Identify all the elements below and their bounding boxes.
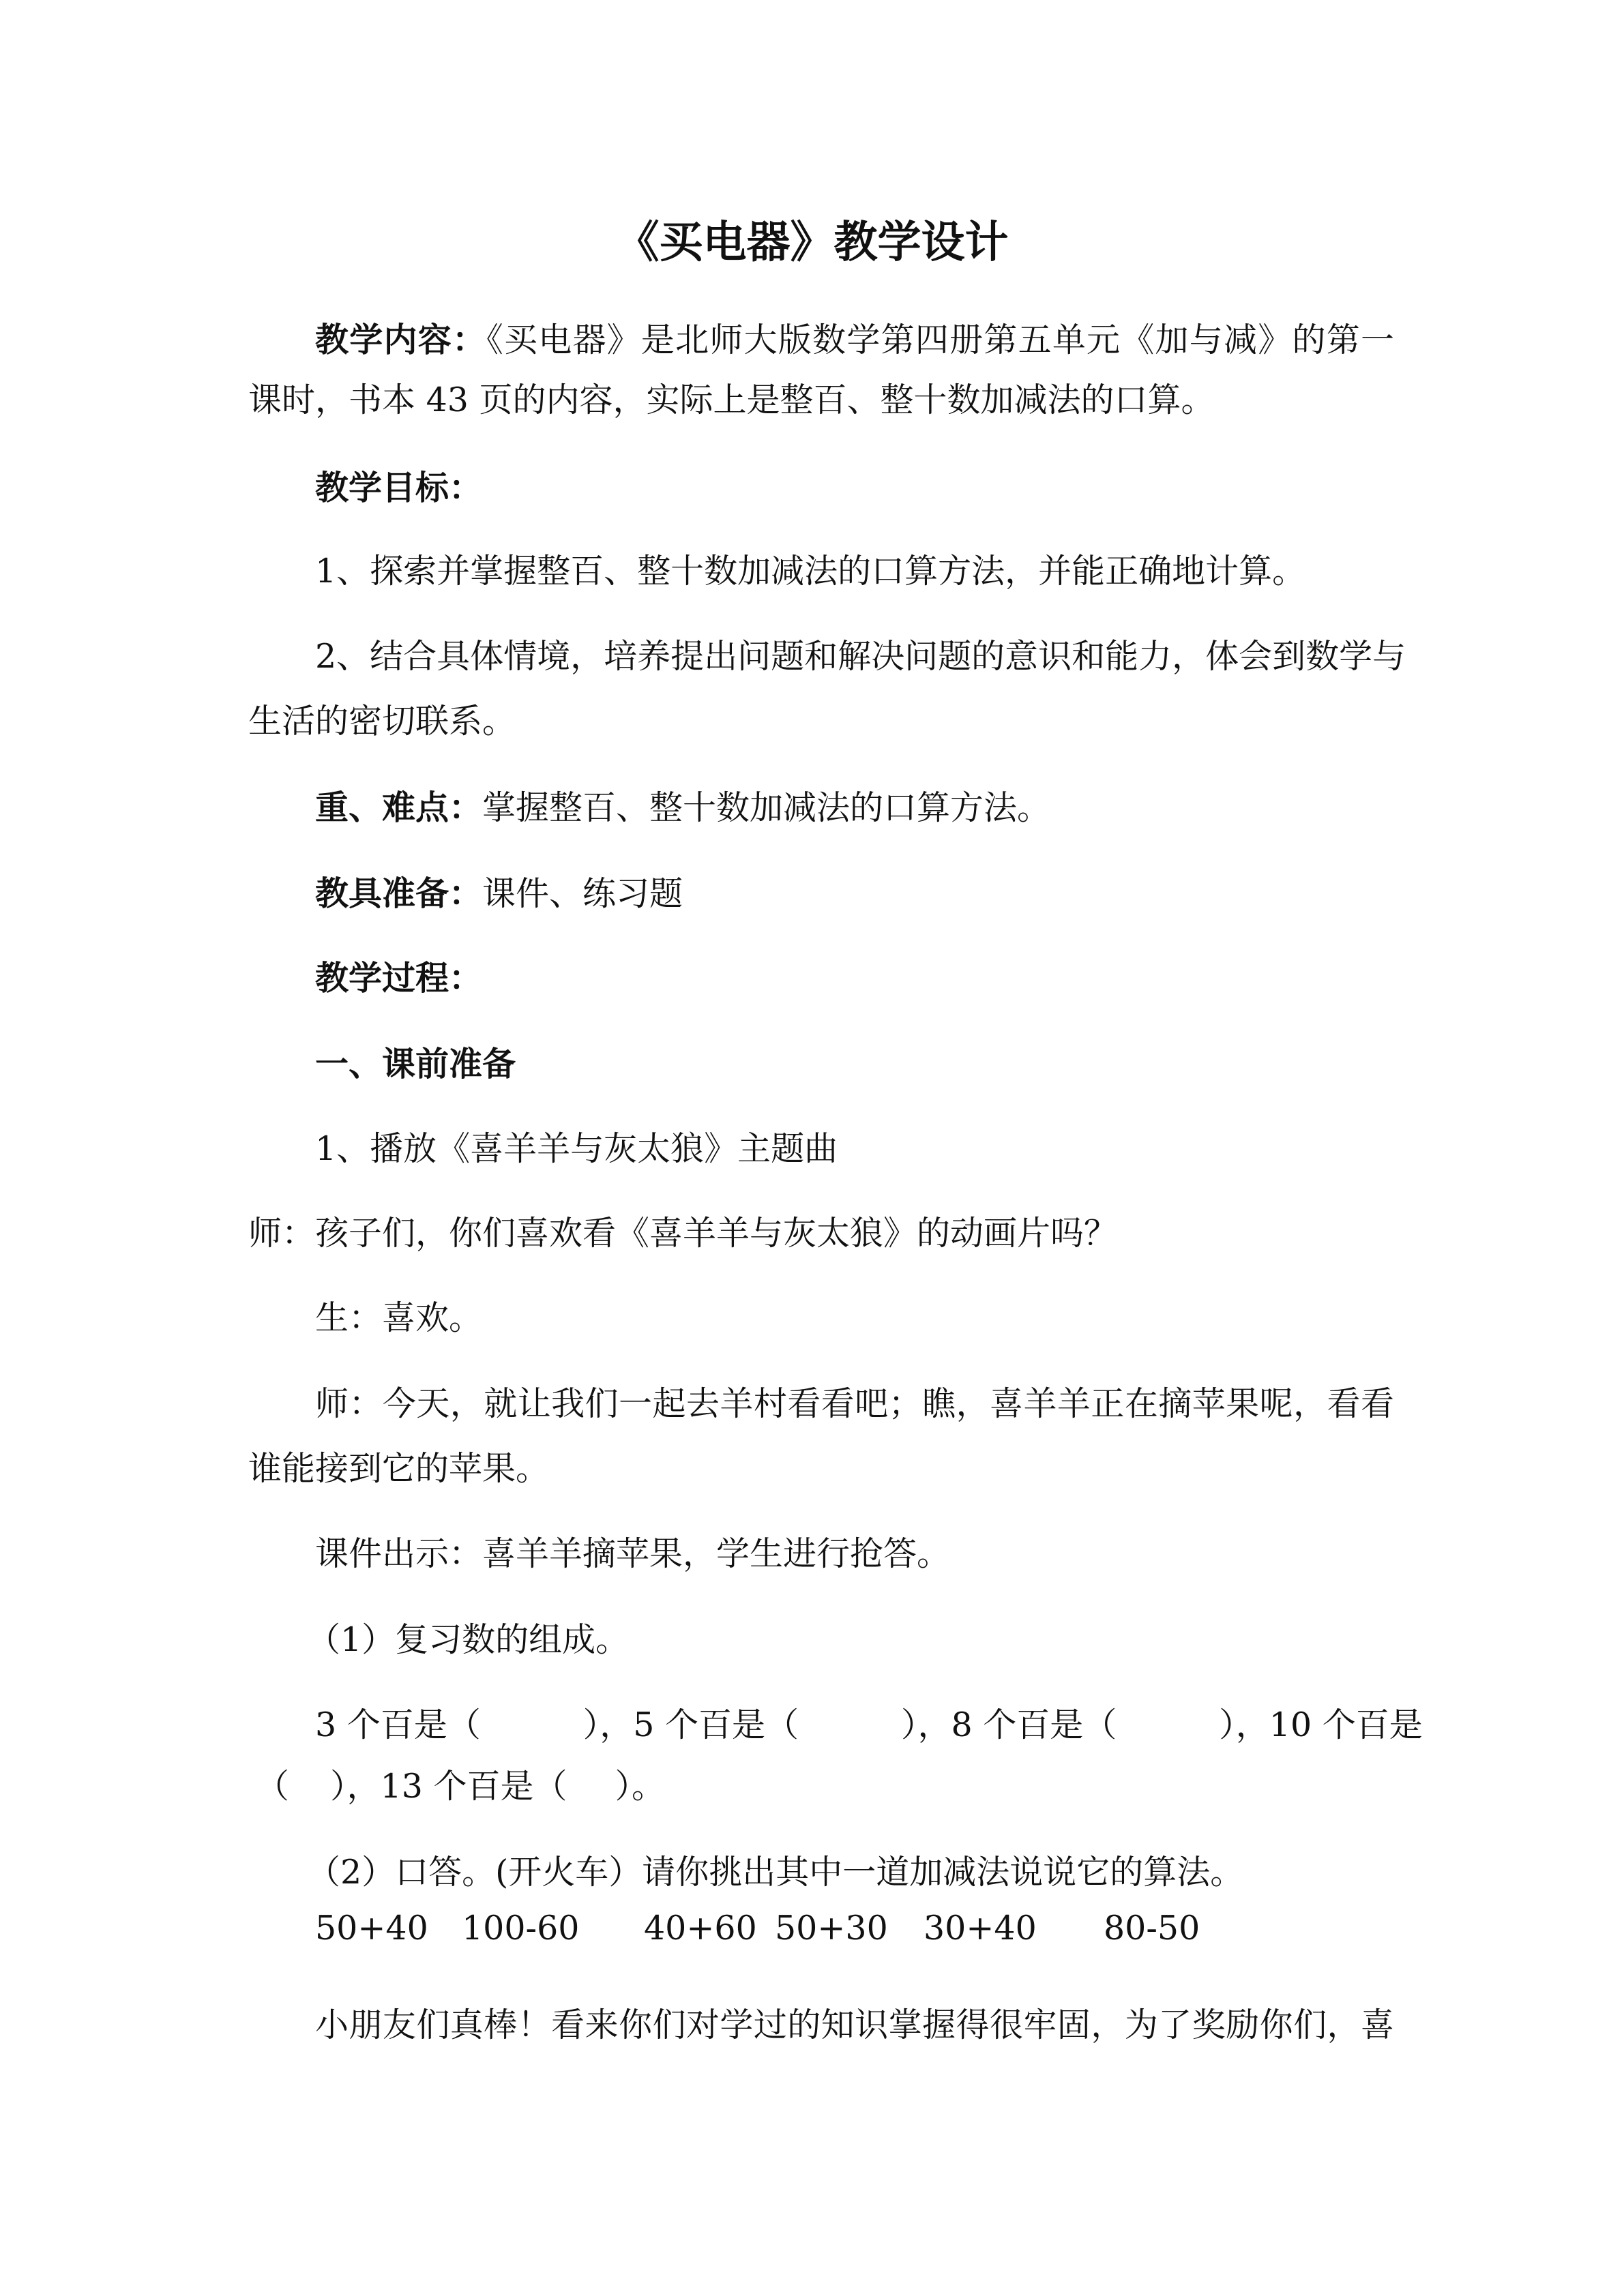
calc-item-4: 50+30 [775, 1909, 888, 1948]
calc-item-3: 40+60 [644, 1909, 757, 1948]
fill-1-c: ），8 个百是（ [901, 1705, 1117, 1744]
closing-line: 小朋友们真棒！看来你们对学过的知识掌握得很牢固，为了奖励你们，喜 [315, 2006, 1394, 2044]
content-text-2: 课时，书本 43 页的内容，实际上是整百、整十数加减法的口算。 [248, 381, 1215, 419]
tools-line [315, 873, 1394, 914]
tools-text: 课件、练习题 [482, 874, 683, 913]
content-text-1: 《买电器》是北师大版数学第四册第五单元《加与减》的第一 [486, 320, 1394, 359]
student-line-1: 生：喜欢。 [315, 1298, 483, 1337]
teacher-line-2-part-1: 师：今天，就让我们一起去羊村看看吧；瞧，喜羊羊正在摘苹果呢，看看 [315, 1384, 1394, 1423]
goal-item-1: 1、探索并掌握整百、整十数加减法的口算方法，并能正确地计算。 [315, 552, 1306, 591]
calc-item-2: 100-60 [462, 1909, 580, 1948]
fill-line-2 [256, 1766, 1402, 1807]
tools-label: 教具准备： [315, 874, 483, 913]
courseware-line: 课件出示：喜羊羊摘苹果，学生进行抢答。 [315, 1534, 951, 1573]
fill-2-a: （ [256, 1767, 290, 1806]
document-title: 《买电器》教学设计 [615, 217, 1009, 268]
content-paragraph-line-1 [315, 319, 1394, 361]
calc-item-5: 30+40 [924, 1909, 1037, 1948]
goal-item-2-line-2: 生活的密切联系。 [248, 702, 516, 741]
calc-item-1: 50+40 [315, 1909, 428, 1948]
content-label: 教学内容： [315, 320, 487, 359]
keypoints-text: 掌握整百、整十数加减法的口算方法。 [482, 788, 1051, 827]
fill-line-1 [315, 1705, 1423, 1746]
keypoints-line [315, 787, 1394, 829]
goal-item-2-line-1: 2、结合具体情境，培养提出问题和解决问题的意识和能力，体会到数学与 [315, 637, 1406, 676]
teacher-line-1: 师：孩子们，你们喜欢看《喜羊羊与灰太狼》的动画片吗？ [248, 1214, 1118, 1253]
section-1-step-1: 1、播放《喜羊羊与灰太狼》主题曲 [315, 1129, 838, 1168]
process-label: 教学过程： [315, 958, 483, 998]
teacher-line-2-part-2: 谁能接到它的苹果。 [248, 1449, 550, 1488]
part-2-title: （2）口答。(开火车）请你挑出其中一道加减法说说它的算法。 [307, 1853, 1244, 1892]
fill-1-b: ），5 个百是（ [582, 1705, 799, 1744]
calc-item-6: 80-50 [1104, 1909, 1200, 1948]
fill-1-a: 3 个百是（ [315, 1705, 481, 1744]
fill-2-c: ）。 [615, 1767, 665, 1806]
keypoints-label: 重、难点： [315, 788, 483, 827]
section-1-heading: 一、课前准备 [315, 1044, 516, 1084]
fill-2-b: ），13 个百是（ [330, 1767, 567, 1806]
fill-1-d: ），10 个百是 [1219, 1705, 1423, 1744]
part-1-title: （1）复习数的组成。 [307, 1620, 630, 1659]
goals-label: 教学目标： [315, 468, 483, 507]
